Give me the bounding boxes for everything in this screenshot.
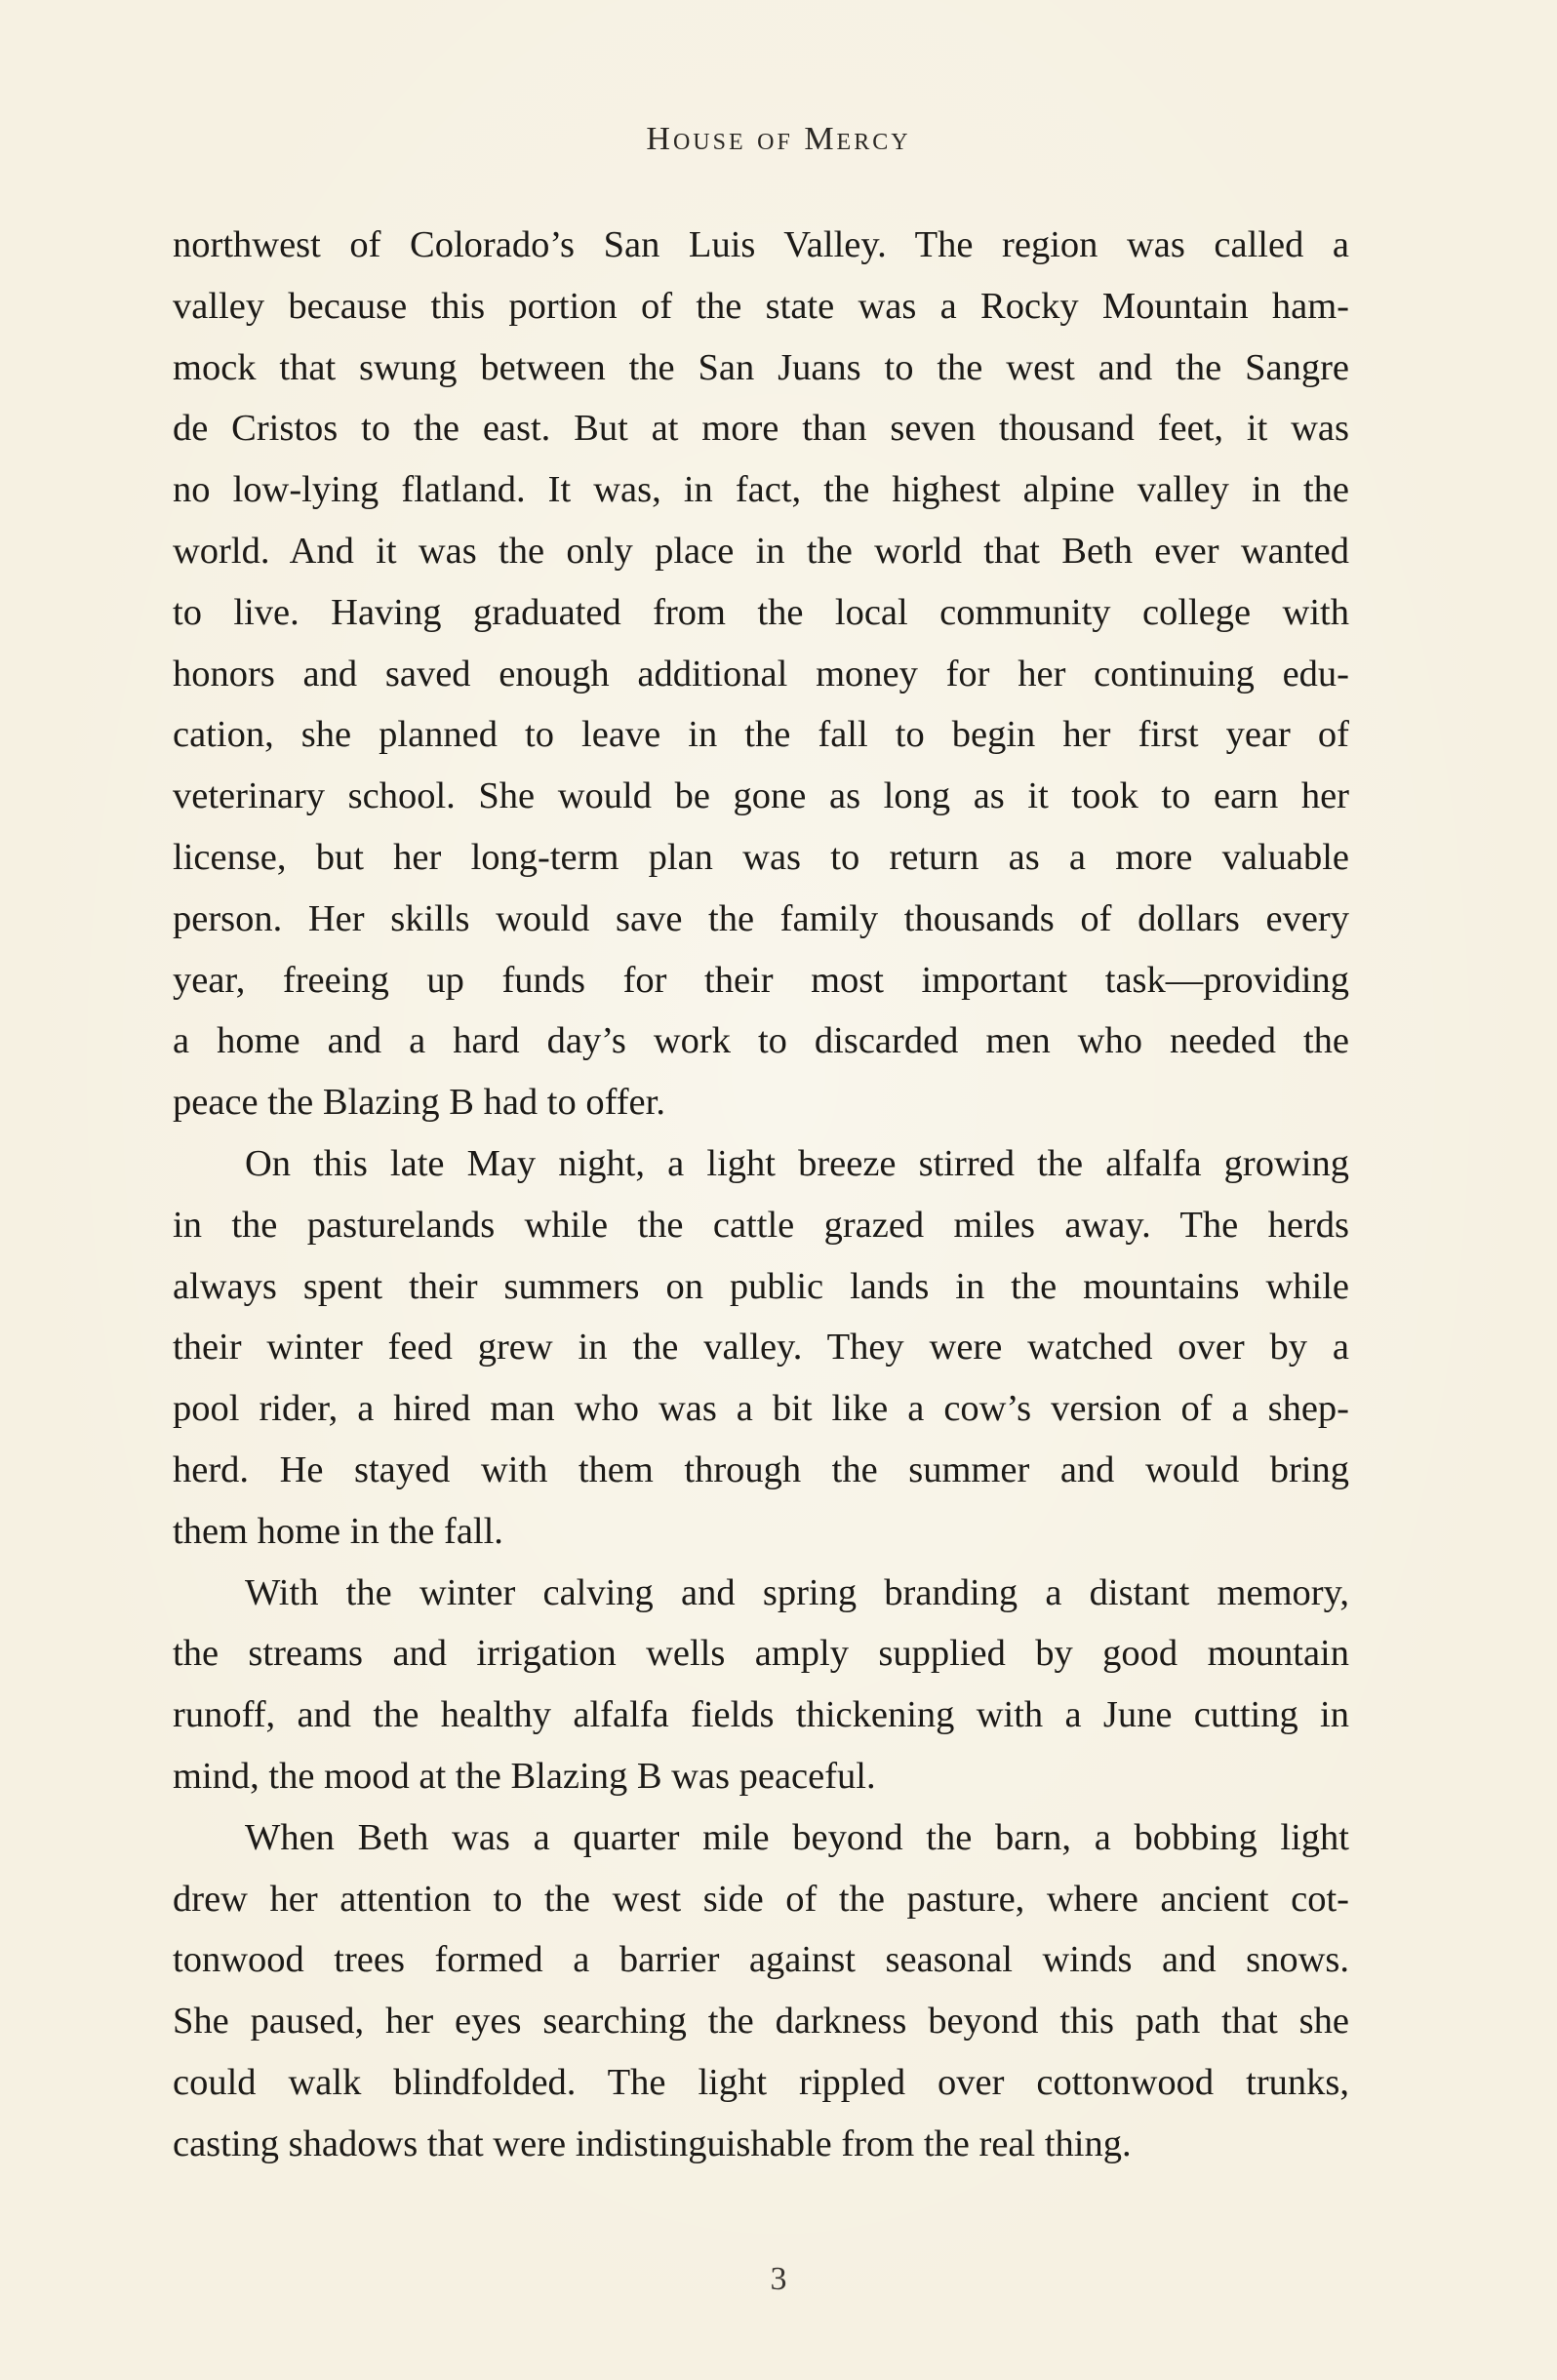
text-line: peace the Blazing B had to offer.	[173, 1082, 665, 1124]
text-line: She paused, her eyes searching the darkness beyond this path that she	[173, 2001, 1349, 2043]
text-line: herd. He stayed with them through the summer and would bring	[173, 1448, 1349, 1490]
text-line: drew her attention to the west side of the pasture, where ancient cot-	[173, 1878, 1349, 1920]
text-line: honors and saved enough additional money for her continuing edu-	[173, 653, 1349, 694]
text-line: tonwood trees formed a barrier against seasonal winds and snows.	[173, 1939, 1349, 1981]
text-line: valley because this portion of the state was a Rocky Mountain ham-	[173, 285, 1349, 327]
text-line: runoff, and the healthy alfalfa fields thickening with a June cutting in	[173, 1694, 1349, 1736]
text-line: year, freeing up funds for their most important task—providing	[173, 959, 1349, 1001]
running-head: House of Mercy	[646, 121, 911, 157]
text-line: a home and a hard day’s work to discarded men who needed the	[173, 1020, 1349, 1062]
paragraph	[173, 1807, 1349, 2175]
text-line: the streams and irrigation wells amply supplied by good mountain	[173, 1633, 1349, 1675]
text-line: license, but her long-term plan was to return as a more valuable	[173, 836, 1349, 878]
text-line: mind, the mood at the Blazing B was peaceful.	[173, 1755, 876, 1797]
text-line: pool rider, a hired man who was a bit like a cow’s version of a shep-	[173, 1388, 1349, 1430]
text-line: could walk blindfolded. The light rippled over cottonwood trunks,	[173, 2061, 1349, 2103]
paragraph	[173, 1133, 1349, 1563]
text-line: cation, she planned to leave in the fall to begin her first year of	[173, 714, 1349, 756]
text-line: With the winter calving and spring branding a distant memory,	[245, 1571, 1349, 1613]
paragraph	[173, 215, 1349, 1133]
text-line: veterinary school. She would be gone as long as it took to earn her	[173, 775, 1349, 817]
text-line: them home in the fall.	[173, 1510, 503, 1552]
text-line: world. And it was the only place in the world that Beth ever wanted	[173, 530, 1349, 572]
paragraph	[173, 1563, 1349, 1807]
text-line: northwest of Colorado’s San Luis Valley. The region was called a	[173, 224, 1349, 265]
text-line: to live. Having graduated from the local community college with	[173, 591, 1349, 633]
text-line: their winter feed grew in the valley. They were watched over by a	[173, 1327, 1349, 1368]
text-line: mock that swung between the San Juans to the west and the Sangre	[173, 346, 1349, 388]
body-text	[173, 215, 1349, 2175]
text-line: no low-lying flatland. It was, in fact, the highest alpine valley in the	[173, 469, 1349, 511]
text-line: On this late May night, a light breeze stirred the alfalfa growing	[245, 1142, 1349, 1184]
text-line: person. Her skills would save the family thousands of dollars every	[173, 897, 1349, 939]
text-line: in the pasturelands while the cattle grazed miles away. The herds	[173, 1204, 1349, 1246]
text-line: casting shadows that were indistinguishable from the real thing.	[173, 2122, 1132, 2164]
page-number: 3	[770, 2261, 787, 2297]
text-line: always spent their summers on public lands in the mountains while	[173, 1265, 1349, 1307]
text-line: When Beth was a quarter mile beyond the barn, a bobbing light	[245, 1816, 1349, 1858]
text-line: de Cristos to the east. But at more than seven thousand feet, it was	[173, 408, 1349, 450]
